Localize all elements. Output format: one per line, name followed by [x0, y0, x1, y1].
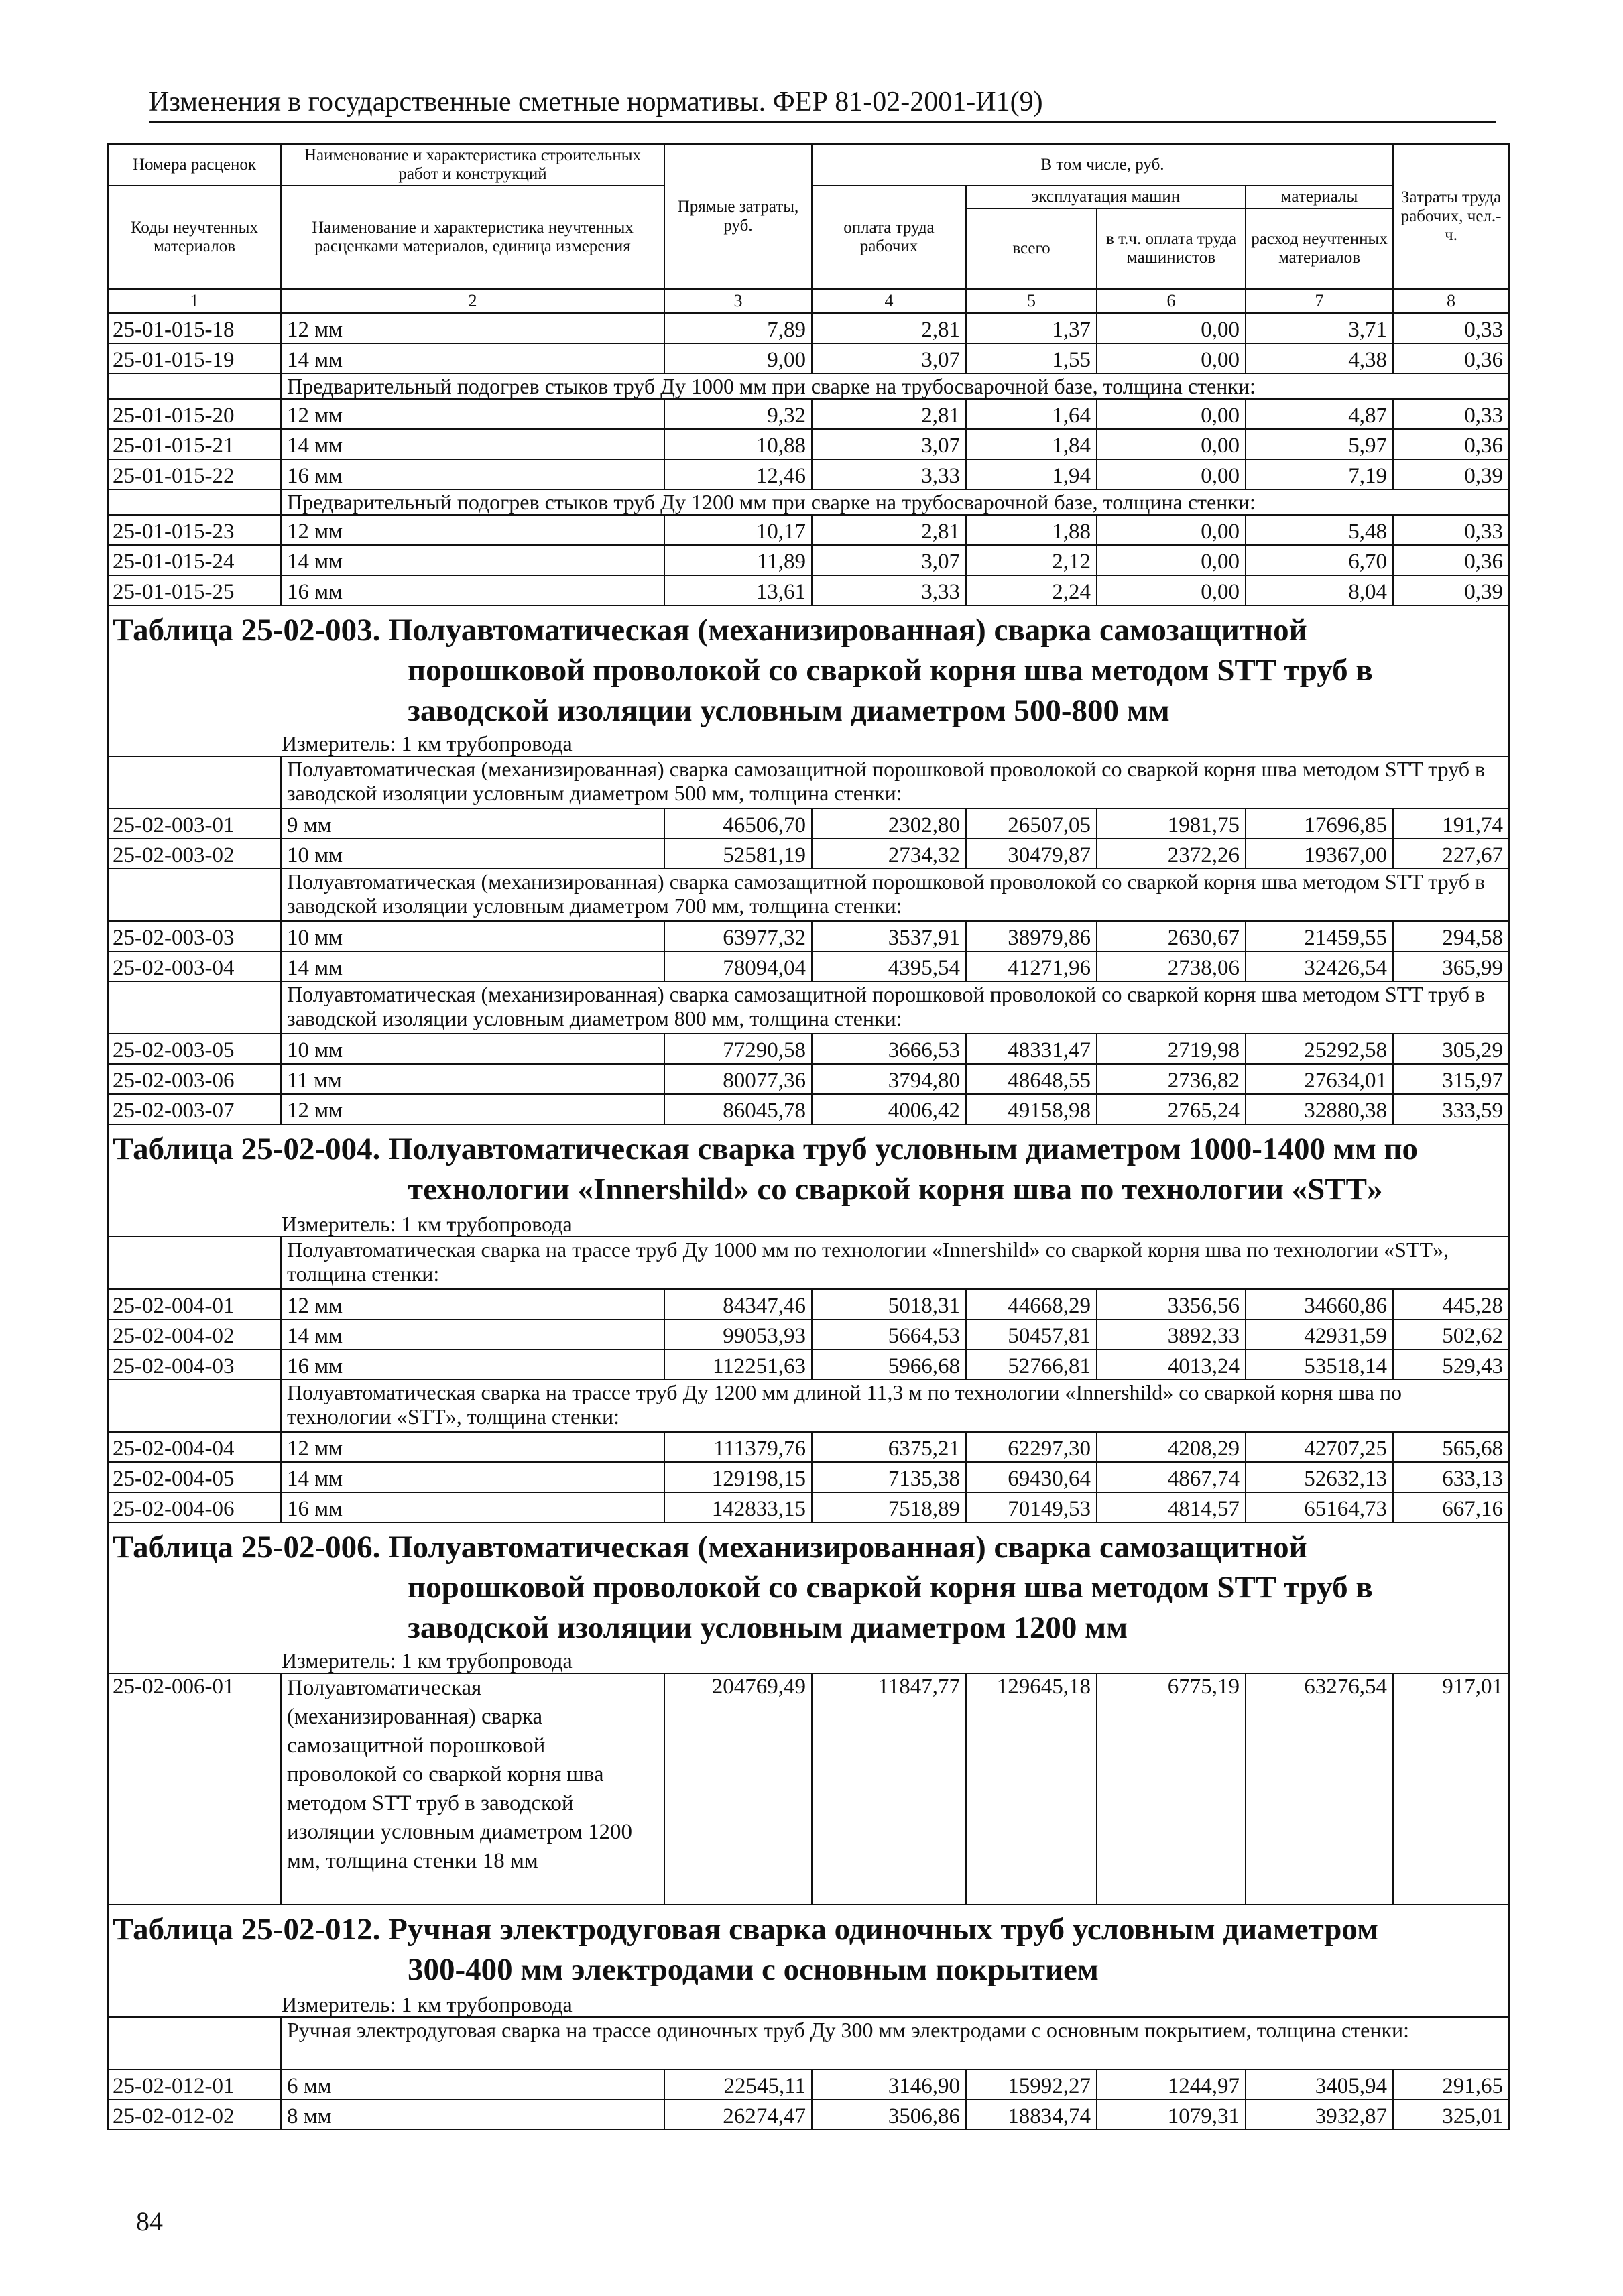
- rate-code: 25-01-015-18: [108, 313, 281, 343]
- machine-operators-pay: 0,00: [1097, 459, 1246, 489]
- machine-operators-pay: 0,00: [1097, 313, 1246, 343]
- labor-hours: 445,28: [1393, 1289, 1509, 1319]
- table-row: [108, 1673, 1509, 1905]
- machines-total: 2,24: [966, 575, 1097, 605]
- direct-costs: 63977,32: [664, 921, 812, 951]
- col-number: 2: [281, 289, 664, 313]
- direct-costs: 9,00: [664, 343, 812, 373]
- materials-cost: 63276,54: [1246, 1673, 1393, 1905]
- group-row: [108, 756, 1509, 808]
- col-number: 5: [966, 289, 1097, 313]
- work-name: 12 мм: [281, 399, 664, 429]
- rate-code: 25-02-004-05: [108, 1462, 281, 1492]
- work-name: 14 мм: [281, 545, 664, 575]
- rate-code: 25-02-003-01: [108, 808, 281, 839]
- table-number: Таблица 25-02-012.: [113, 1912, 381, 1947]
- work-name: 16 мм: [281, 459, 664, 489]
- labor-pay: 4006,42: [812, 1094, 966, 1124]
- header-labor-pay: оплата труда рабочих: [812, 186, 966, 289]
- machine-operators-pay: 2738,06: [1097, 951, 1246, 981]
- labor-pay: 3,33: [812, 575, 966, 605]
- materials-cost: 3,71: [1246, 313, 1393, 343]
- direct-costs: 52581,19: [664, 839, 812, 869]
- group-row: [108, 981, 1509, 1034]
- materials-cost: 32426,54: [1246, 951, 1393, 981]
- direct-costs: 142833,15: [664, 1492, 812, 1522]
- col-number: 4: [812, 289, 966, 313]
- work-name: 14 мм: [281, 343, 664, 373]
- rate-code: 25-02-012-01: [108, 2069, 281, 2100]
- labor-pay: 6375,21: [812, 1432, 966, 1462]
- direct-costs: 46506,70: [664, 808, 812, 839]
- rate-code: 25-02-004-06: [108, 1492, 281, 1522]
- work-name: 8 мм: [281, 2100, 664, 2130]
- machines-total: 1,37: [966, 313, 1097, 343]
- header-name-bottom: Наименование и характеристика неучтенных расценками материалов, единица измерения: [281, 186, 664, 289]
- labor-pay: 3,07: [812, 545, 966, 575]
- labor-pay: 7135,38: [812, 1462, 966, 1492]
- table-title: [108, 1905, 1509, 1992]
- rate-code: 25-02-004-04: [108, 1432, 281, 1462]
- labor-pay: 4395,54: [812, 951, 966, 981]
- materials-cost: 5,48: [1246, 515, 1393, 545]
- work-name: 11 мм: [281, 1064, 664, 1094]
- labor-hours: 365,99: [1393, 951, 1509, 981]
- direct-costs: 11,89: [664, 545, 812, 575]
- rate-code: 25-02-003-03: [108, 921, 281, 951]
- machine-operators-pay: 2372,26: [1097, 839, 1246, 869]
- work-name: 16 мм: [281, 575, 664, 605]
- rate-code: 25-02-003-06: [108, 1064, 281, 1094]
- labor-hours: 0,33: [1393, 515, 1509, 545]
- labor-hours: 191,74: [1393, 808, 1509, 839]
- materials-cost: 42931,59: [1246, 1319, 1393, 1349]
- table-row: [108, 921, 1509, 951]
- machine-operators-pay: 4814,57: [1097, 1492, 1246, 1522]
- labor-pay: 3146,90: [812, 2069, 966, 2100]
- table-title-text: [113, 1527, 1502, 1648]
- machine-operators-pay: 1981,75: [1097, 808, 1246, 839]
- table-row: [108, 1319, 1509, 1349]
- header-including: В том числе, руб.: [812, 144, 1393, 186]
- header-machines-operators: в т.ч. оплата труда машинистов: [1097, 208, 1246, 289]
- labor-hours: 633,13: [1393, 1462, 1509, 1492]
- labor-pay: 3537,91: [812, 921, 966, 951]
- rate-code: 25-02-012-02: [108, 2100, 281, 2130]
- table-row: [108, 399, 1509, 429]
- labor-pay: 3,33: [812, 459, 966, 489]
- materials-cost: 8,04: [1246, 575, 1393, 605]
- labor-hours: 291,65: [1393, 2069, 1509, 2100]
- machines-total: 69430,64: [966, 1462, 1097, 1492]
- table-number: Таблица 25-02-004.: [113, 1132, 381, 1166]
- group-spacer: [108, 2017, 281, 2069]
- table-number: Таблица 25-02-003.: [113, 613, 381, 648]
- table-title-text: [113, 1909, 1502, 1990]
- machine-operators-pay: 4208,29: [1097, 1432, 1246, 1462]
- measure-row: [108, 1648, 1509, 1673]
- labor-pay: 5966,68: [812, 1349, 966, 1380]
- rate-code: 25-02-003-04: [108, 951, 281, 981]
- direct-costs: 10,88: [664, 429, 812, 459]
- direct-costs: 13,61: [664, 575, 812, 605]
- group-heading: Ручная электродуговая сварка на трассе одиночных труб Ду 300 мм электродами с основным покрытием, толщина стенки:: [281, 2017, 1509, 2069]
- table-row: [108, 545, 1509, 575]
- table-row: [108, 1094, 1509, 1124]
- rate-code: 25-01-015-24: [108, 545, 281, 575]
- col-number: 8: [1393, 289, 1509, 313]
- header-code-bottom: Коды неучтенных материалов: [108, 186, 281, 289]
- machines-total: 70149,53: [966, 1492, 1097, 1522]
- machine-operators-pay: 0,00: [1097, 343, 1246, 373]
- group-spacer: [108, 1380, 281, 1432]
- direct-costs: 129198,15: [664, 1462, 812, 1492]
- table-row: [108, 343, 1509, 373]
- work-name: 12 мм: [281, 313, 664, 343]
- rate-code: 25-02-003-02: [108, 839, 281, 869]
- table-title-text: [113, 1129, 1502, 1209]
- direct-costs: 78094,04: [664, 951, 812, 981]
- table-title: [108, 1522, 1509, 1648]
- machine-operators-pay: 1244,97: [1097, 2069, 1246, 2100]
- table-row: [108, 1432, 1509, 1462]
- group-heading: Полуавтоматическая сварка на трассе труб Ду 1000 мм по технологии «Innershild» со сваркой корня шва по технологии «STT», толщина стенки:: [281, 1237, 1509, 1289]
- work-name: 14 мм: [281, 951, 664, 981]
- col-number: 7: [1246, 289, 1393, 313]
- labor-pay: 11847,77: [812, 1673, 966, 1905]
- machine-operators-pay: 0,00: [1097, 429, 1246, 459]
- labor-hours: 294,58: [1393, 921, 1509, 951]
- header-materials-unaccounted: расход неучтенных материалов: [1246, 208, 1393, 289]
- group-row: [108, 489, 1509, 515]
- direct-costs: 26274,47: [664, 2100, 812, 2130]
- machine-operators-pay: 1079,31: [1097, 2100, 1246, 2130]
- table-row: [108, 1492, 1509, 1522]
- direct-costs: 86045,78: [664, 1094, 812, 1124]
- group-spacer: [108, 869, 281, 921]
- table-row: [108, 459, 1509, 489]
- work-name: 6 мм: [281, 2069, 664, 2100]
- table-row: [108, 575, 1509, 605]
- measure-unit: Измеритель: 1 км трубопровода: [108, 731, 1509, 756]
- table-row: [108, 1064, 1509, 1094]
- machine-operators-pay: 0,00: [1097, 575, 1246, 605]
- table-title-row: [108, 1522, 1509, 1648]
- table-row: [108, 1349, 1509, 1380]
- rate-code: 25-02-004-01: [108, 1289, 281, 1319]
- rate-code: 25-01-015-21: [108, 429, 281, 459]
- machine-operators-pay: 2736,82: [1097, 1064, 1246, 1094]
- labor-pay: 3,07: [812, 343, 966, 373]
- rate-code: 25-01-015-22: [108, 459, 281, 489]
- header-machines-total: всего: [966, 208, 1097, 289]
- materials-cost: 4,87: [1246, 399, 1393, 429]
- table-title-first-line: Ручная электродуговая сварка одиночных труб условным диаметром: [388, 1912, 1379, 1947]
- machines-total: 1,64: [966, 399, 1097, 429]
- table-title-continuation: порошковой проволокой со сваркой корня шва методом STT труб в заводской изоляции условным диаметром 500-800 мм: [408, 653, 1373, 728]
- labor-hours: 529,43: [1393, 1349, 1509, 1380]
- machines-total: 1,94: [966, 459, 1097, 489]
- materials-cost: 4,38: [1246, 343, 1393, 373]
- col-number: 3: [664, 289, 812, 313]
- table-title-first-line: Полуавтоматическая (механизированная) сварка самозащитной: [388, 613, 1307, 648]
- table-row: [108, 2069, 1509, 2100]
- table-title-continuation: 300-400 мм электродами с основным покрытием: [408, 1952, 1099, 1987]
- group-heading: Полуавтоматическая (механизированная) сварка самозащитной порошковой проволокой со сваркой корня шва методом STT труб в заводской изоляции условным диаметром 800 мм, толщина стенки:: [281, 981, 1509, 1034]
- table-row: [108, 429, 1509, 459]
- work-name: 12 мм: [281, 515, 664, 545]
- machine-operators-pay: 2765,24: [1097, 1094, 1246, 1124]
- labor-pay: 5664,53: [812, 1319, 966, 1349]
- header-materials: материалы: [1246, 186, 1393, 208]
- materials-cost: 3932,87: [1246, 2100, 1393, 2130]
- page-header: Изменения в государственные сметные нормативы. ФЕР 81-02-2001-И1(9): [149, 86, 1496, 123]
- materials-cost: 5,97: [1246, 429, 1393, 459]
- rate-code: 25-01-015-23: [108, 515, 281, 545]
- labor-hours: 502,62: [1393, 1319, 1509, 1349]
- machines-total: 15992,27: [966, 2069, 1097, 2100]
- rate-code: 25-02-004-02: [108, 1319, 281, 1349]
- labor-pay: 5018,31: [812, 1289, 966, 1319]
- machine-operators-pay: 4867,74: [1097, 1462, 1246, 1492]
- work-name: 14 мм: [281, 429, 664, 459]
- table-row: [108, 1462, 1509, 1492]
- materials-cost: 65164,73: [1246, 1492, 1393, 1522]
- machines-total: 48648,55: [966, 1064, 1097, 1094]
- work-name: 16 мм: [281, 1492, 664, 1522]
- labor-hours: 333,59: [1393, 1094, 1509, 1124]
- work-name: 12 мм: [281, 1094, 664, 1124]
- table-title-row: [108, 1124, 1509, 1211]
- work-name: 16 мм: [281, 1349, 664, 1380]
- labor-pay: 2,81: [812, 313, 966, 343]
- header-direct-costs: Прямые затраты, руб.: [664, 144, 812, 289]
- work-name: 12 мм: [281, 1289, 664, 1319]
- rate-code: 25-02-003-07: [108, 1094, 281, 1124]
- group-spacer: [108, 489, 281, 515]
- group-row: [108, 1237, 1509, 1289]
- machines-total: 26507,05: [966, 808, 1097, 839]
- direct-costs: 112251,63: [664, 1349, 812, 1380]
- work-name: Полуавтоматическая (механизированная) сварка самозащитной порошковой проволокой со сваркой корня шва методом STT труб в заводской изоляции условным диаметром 1200 мм, толщина стенки 18 мм: [281, 1673, 664, 1905]
- work-name: 14 мм: [281, 1462, 664, 1492]
- group-spacer: [108, 373, 281, 399]
- direct-costs: 9,32: [664, 399, 812, 429]
- rates-table: [107, 143, 1510, 2130]
- machine-operators-pay: 3892,33: [1097, 1319, 1246, 1349]
- machines-total: 38979,86: [966, 921, 1097, 951]
- work-name: 9 мм: [281, 808, 664, 839]
- rate-code: 25-02-004-03: [108, 1349, 281, 1380]
- labor-hours: 305,29: [1393, 1034, 1509, 1064]
- group-row: [108, 869, 1509, 921]
- machine-operators-pay: 0,00: [1097, 545, 1246, 575]
- machine-operators-pay: 2719,98: [1097, 1034, 1246, 1064]
- measure-row: [108, 1992, 1509, 2017]
- materials-cost: 17696,85: [1246, 808, 1393, 839]
- labor-pay: 2,81: [812, 399, 966, 429]
- table-title-row: [108, 1905, 1509, 1992]
- direct-costs: 111379,76: [664, 1432, 812, 1462]
- machines-total: 41271,96: [966, 951, 1097, 981]
- labor-pay: 2302,80: [812, 808, 966, 839]
- measure-row: [108, 1211, 1509, 1237]
- group-spacer: [108, 1237, 281, 1289]
- machine-operators-pay: 2630,67: [1097, 921, 1246, 951]
- table-title: [108, 1124, 1509, 1211]
- col-number: 6: [1097, 289, 1246, 313]
- machine-operators-pay: 6775,19: [1097, 1673, 1246, 1905]
- labor-hours: 315,97: [1393, 1064, 1509, 1094]
- labor-hours: 0,36: [1393, 343, 1509, 373]
- machines-total: 49158,98: [966, 1094, 1097, 1124]
- table-title-continuation: порошковой проволокой со сваркой корня шва методом STT труб в заводской изоляции условным диаметром 1200 мм: [408, 1570, 1373, 1645]
- labor-hours: 227,67: [1393, 839, 1509, 869]
- machine-operators-pay: 4013,24: [1097, 1349, 1246, 1380]
- rate-code: 25-02-003-05: [108, 1034, 281, 1064]
- group-heading: Предварительный подогрев стыков труб Ду 1200 мм при сварке на трубосварочной базе, толщина стенки:: [281, 489, 1509, 515]
- table-row: [108, 839, 1509, 869]
- table-row: [108, 2100, 1509, 2130]
- table-title-row: [108, 605, 1509, 731]
- materials-cost: 25292,58: [1246, 1034, 1393, 1064]
- machines-total: 1,88: [966, 515, 1097, 545]
- rate-code: 25-01-015-25: [108, 575, 281, 605]
- materials-cost: 27634,01: [1246, 1064, 1393, 1094]
- group-spacer: [108, 981, 281, 1034]
- materials-cost: 52632,13: [1246, 1462, 1393, 1492]
- machines-total: 62297,30: [966, 1432, 1097, 1462]
- labor-hours: 565,68: [1393, 1432, 1509, 1462]
- header-machines: эксплуатация машин: [966, 186, 1246, 208]
- labor-hours: 0,33: [1393, 399, 1509, 429]
- labor-hours: 0,33: [1393, 313, 1509, 343]
- direct-costs: 204769,49: [664, 1673, 812, 1905]
- materials-cost: 53518,14: [1246, 1349, 1393, 1380]
- machine-operators-pay: 0,00: [1097, 515, 1246, 545]
- page-number: 84: [136, 2206, 163, 2236]
- table-title-first-line: Полуавтоматическая сварка труб условным диаметром 1000-1400 мм по: [388, 1132, 1419, 1166]
- measure-unit: Измеритель: 1 км трубопровода: [108, 1211, 1509, 1237]
- table-title-text: [113, 610, 1502, 731]
- group-row: [108, 1380, 1509, 1432]
- materials-cost: 3405,94: [1246, 2069, 1393, 2100]
- machine-operators-pay: 0,00: [1097, 399, 1246, 429]
- group-heading: Полуавтоматическая сварка на трассе труб Ду 1200 мм длиной 11,3 м по технологии «Innershild» со сваркой корня шва по технологии «STT», толщина стенки:: [281, 1380, 1509, 1432]
- materials-cost: 34660,86: [1246, 1289, 1393, 1319]
- materials-cost: 42707,25: [1246, 1432, 1393, 1462]
- labor-pay: 3506,86: [812, 2100, 966, 2130]
- work-name: 10 мм: [281, 839, 664, 869]
- direct-costs: 7,89: [664, 313, 812, 343]
- machines-total: 50457,81: [966, 1319, 1097, 1349]
- labor-hours: 0,39: [1393, 459, 1509, 489]
- group-row: [108, 2017, 1509, 2069]
- machines-total: 1,84: [966, 429, 1097, 459]
- materials-cost: 6,70: [1246, 545, 1393, 575]
- direct-costs: 22545,11: [664, 2069, 812, 2100]
- table-title-continuation: технологии «Innershild» со сваркой корня шва по технологии «STT»: [408, 1172, 1383, 1207]
- labor-pay: 2,81: [812, 515, 966, 545]
- direct-costs: 12,46: [664, 459, 812, 489]
- table-number: Таблица 25-02-006.: [113, 1530, 381, 1565]
- work-name: 10 мм: [281, 1034, 664, 1064]
- machines-total: 44668,29: [966, 1289, 1097, 1319]
- col-number: 1: [108, 289, 281, 313]
- labor-pay: 3666,53: [812, 1034, 966, 1064]
- rate-code: 25-02-006-01: [108, 1673, 281, 1905]
- table-row: [108, 951, 1509, 981]
- table-title: [108, 605, 1509, 731]
- machines-total: 2,12: [966, 545, 1097, 575]
- machines-total: 18834,74: [966, 2100, 1097, 2130]
- group-heading: Полуавтоматическая (механизированная) сварка самозащитной порошковой проволокой со сваркой корня шва методом STT труб в заводской изоляции условным диаметром 500 мм, толщина стенки:: [281, 756, 1509, 808]
- machines-total: 48331,47: [966, 1034, 1097, 1064]
- labor-pay: 3,07: [812, 429, 966, 459]
- direct-costs: 77290,58: [664, 1034, 812, 1064]
- work-name: 14 мм: [281, 1319, 664, 1349]
- table-row: [108, 1289, 1509, 1319]
- labor-pay: 3794,80: [812, 1064, 966, 1094]
- direct-costs: 10,17: [664, 515, 812, 545]
- table-row: [108, 515, 1509, 545]
- group-row: [108, 373, 1509, 399]
- labor-hours: 667,16: [1393, 1492, 1509, 1522]
- measure-unit: Измеритель: 1 км трубопровода: [108, 1992, 1509, 2017]
- group-heading: Полуавтоматическая (механизированная) сварка самозащитной порошковой проволокой со сваркой корня шва методом STT труб в заводской изоляции условным диаметром 700 мм, толщина стенки:: [281, 869, 1509, 921]
- work-name: 10 мм: [281, 921, 664, 951]
- labor-hours: 325,01: [1393, 2100, 1509, 2130]
- materials-cost: 19367,00: [1246, 839, 1393, 869]
- direct-costs: 99053,93: [664, 1319, 812, 1349]
- measure-unit: Измеритель: 1 км трубопровода: [108, 1648, 1509, 1673]
- header-code-top: Номера расценок: [108, 144, 281, 186]
- labor-pay: 7518,89: [812, 1492, 966, 1522]
- machines-total: 1,55: [966, 343, 1097, 373]
- group-heading: Предварительный подогрев стыков труб Ду 1000 мм при сварке на трубосварочной базе, толщина стенки:: [281, 373, 1509, 399]
- labor-pay: 2734,32: [812, 839, 966, 869]
- rate-code: 25-01-015-20: [108, 399, 281, 429]
- table-title-first-line: Полуавтоматическая (механизированная) сварка самозащитной: [388, 1530, 1307, 1565]
- labor-hours: 0,39: [1393, 575, 1509, 605]
- labor-hours: 917,01: [1393, 1673, 1509, 1905]
- machines-total: 129645,18: [966, 1673, 1097, 1905]
- header-labor-hours: Затраты труда рабочих, чел.-ч.: [1393, 144, 1509, 289]
- table-row: [108, 808, 1509, 839]
- measure-row: [108, 731, 1509, 756]
- materials-cost: 7,19: [1246, 459, 1393, 489]
- machine-operators-pay: 3356,56: [1097, 1289, 1246, 1319]
- table-row: [108, 1034, 1509, 1064]
- materials-cost: 32880,38: [1246, 1094, 1393, 1124]
- labor-hours: 0,36: [1393, 429, 1509, 459]
- machines-total: 30479,87: [966, 839, 1097, 869]
- work-name: 12 мм: [281, 1432, 664, 1462]
- group-spacer: [108, 756, 281, 808]
- direct-costs: 84347,46: [664, 1289, 812, 1319]
- direct-costs: 80077,36: [664, 1064, 812, 1094]
- materials-cost: 21459,55: [1246, 921, 1393, 951]
- labor-hours: 0,36: [1393, 545, 1509, 575]
- machines-total: 52766,81: [966, 1349, 1097, 1380]
- header-name-top: Наименование и характеристика строительных работ и конструкций: [281, 144, 664, 186]
- table-row: [108, 313, 1509, 343]
- rate-code: 25-01-015-19: [108, 343, 281, 373]
